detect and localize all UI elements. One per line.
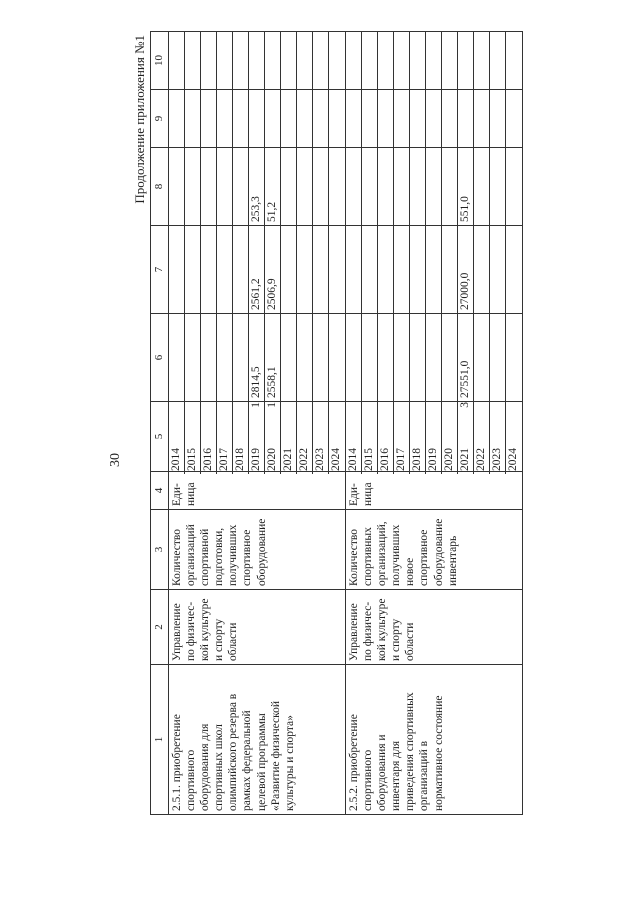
cell-line (442, 314, 458, 401)
cell-line (313, 32, 329, 89)
cell-line (394, 314, 410, 401)
cell-col4: Еди- ница (346, 472, 523, 510)
cell-line (426, 148, 442, 225)
cell-line (217, 399, 233, 474)
cell-line: 2506,9 (265, 226, 281, 313)
cell-line (185, 90, 201, 147)
header-cell: 6 (151, 314, 169, 402)
cell-line (394, 226, 410, 313)
header-cell: 8 (151, 148, 169, 226)
value-col5: 1 (266, 402, 279, 408)
cell-line (329, 32, 345, 89)
cell-line (217, 226, 233, 313)
cell-line (201, 399, 217, 474)
cell-line (233, 399, 249, 474)
header-row (151, 32, 169, 815)
cell-line: 27551,0 (458, 314, 474, 401)
cell-line (378, 226, 394, 313)
cell-line (346, 148, 362, 225)
cell-line (313, 226, 329, 313)
cell-line (426, 314, 442, 401)
cell-line (265, 399, 281, 474)
cell-line (474, 314, 490, 401)
cell-line (442, 148, 458, 225)
year-label: 2017 (218, 448, 231, 471)
cell-line (490, 226, 506, 313)
cell-c10 (346, 32, 523, 90)
header-cell: 3 (151, 510, 169, 590)
cell-line (442, 32, 458, 89)
cell-line (281, 148, 297, 225)
cell-line (313, 314, 329, 401)
year-label: 2023 (491, 448, 504, 471)
cell-c8 (346, 148, 523, 226)
cell-line (490, 148, 506, 225)
cell-line (410, 32, 426, 89)
cell-line (281, 32, 297, 89)
cell-line (185, 314, 201, 401)
cell-line: 2558,1 (265, 314, 281, 401)
cell-line (490, 399, 506, 474)
year-label: 2023 (314, 448, 327, 471)
cell-line (362, 148, 378, 225)
cell-col1: 2.5.2. приобретение спортивного оборудования и инвентаря для приведения спортивных организаций в нормативное состояние (346, 665, 523, 815)
cell-line (185, 399, 201, 474)
cell-line (506, 32, 522, 89)
header-cell: 4 (151, 472, 169, 510)
cell-line: 2814,5 (249, 314, 265, 401)
cell-line (346, 226, 362, 313)
page-number: 30 (108, 453, 123, 467)
cell-line (281, 226, 297, 313)
cell-line (297, 314, 313, 401)
cell-line (297, 32, 313, 89)
cell-line (410, 226, 426, 313)
cell-line (297, 399, 313, 474)
cell-line (169, 399, 185, 474)
year-label: 2019 (250, 448, 263, 471)
cell-line (233, 226, 249, 313)
cell-line (490, 32, 506, 89)
cell-line (249, 399, 265, 474)
cell-line (474, 399, 490, 474)
year-label: 2015 (363, 448, 376, 471)
cell-line (329, 148, 345, 225)
cell-line (362, 32, 378, 89)
table-row (169, 32, 346, 815)
cell-line (265, 90, 281, 147)
cell-col2: Управление по физичес- кой культуре и спорту области (169, 590, 346, 665)
cell-line (297, 90, 313, 147)
cell-line (378, 399, 394, 474)
year-label: 2024 (507, 448, 520, 471)
cell-line (169, 32, 185, 89)
cell-c9 (169, 90, 346, 148)
cell-line: 51,2 (265, 148, 281, 225)
cell-line (313, 90, 329, 147)
cell-line (458, 399, 474, 474)
cell-line (506, 90, 522, 147)
year-label: 2019 (427, 448, 440, 471)
cell-line (169, 314, 185, 401)
cell-c10 (169, 32, 346, 90)
cell-line (169, 90, 185, 147)
cell-line: 2561,2 (249, 226, 265, 313)
cell-line (394, 90, 410, 147)
cell-line (474, 32, 490, 89)
cell-line (233, 32, 249, 89)
year-label: 2020 (266, 448, 279, 471)
cell-line (249, 90, 265, 147)
cell-col2: Управление по физичес- кой культуре и спорту области (346, 590, 523, 665)
cell-line (201, 90, 217, 147)
header-cell: 5 (151, 402, 169, 472)
year-label: 2022 (298, 448, 311, 471)
year-label: 2014 (347, 448, 360, 471)
cell-line (474, 148, 490, 225)
cell-line (490, 314, 506, 401)
table-row (346, 32, 523, 815)
cell-line (362, 314, 378, 401)
cell-col4: Еди- ница (169, 472, 346, 510)
year-label: 2021 (459, 448, 472, 471)
cell-line (185, 226, 201, 313)
cell-line (233, 90, 249, 147)
cell-line (506, 148, 522, 225)
cell-line (442, 226, 458, 313)
cell-line (249, 32, 265, 89)
cell-line (442, 399, 458, 474)
cell-c6 (346, 314, 523, 402)
cell-line (458, 32, 474, 89)
cell-line (329, 314, 345, 401)
cell-c7 (169, 226, 346, 314)
cell-line (217, 90, 233, 147)
cell-line (346, 399, 362, 474)
cell-line (474, 90, 490, 147)
cell-line (313, 148, 329, 225)
cell-c7 (346, 226, 523, 314)
year-label: 2018 (234, 448, 247, 471)
cell-line (233, 314, 249, 401)
year-label: 2021 (282, 448, 295, 471)
cell-line (169, 148, 185, 225)
cell-line (201, 314, 217, 401)
cell-line (506, 399, 522, 474)
appendix-table (150, 31, 523, 815)
cell-line (378, 314, 394, 401)
header-cell: 10 (151, 32, 169, 90)
cell-line (169, 226, 185, 313)
header-cell: 7 (151, 226, 169, 314)
cell-line (394, 148, 410, 225)
cell-line (217, 148, 233, 225)
year-label: 2016 (202, 448, 215, 471)
cell-line (201, 148, 217, 225)
cell-line (281, 90, 297, 147)
cell-line (410, 314, 426, 401)
cell-line (426, 226, 442, 313)
cell-line (426, 90, 442, 147)
cell-c8 (169, 148, 346, 226)
cell-line (265, 32, 281, 89)
cell-line (474, 226, 490, 313)
year-label: 2016 (379, 448, 392, 471)
cell-line (490, 90, 506, 147)
cell-line (313, 399, 329, 474)
cell-line (346, 32, 362, 89)
cell-line (329, 399, 345, 474)
header-cell: 9 (151, 90, 169, 148)
cell-line (281, 314, 297, 401)
cell-line (297, 226, 313, 313)
cell-c6 (169, 314, 346, 402)
cell-line (217, 32, 233, 89)
cell-line (442, 90, 458, 147)
cell-line (506, 226, 522, 313)
cell-line: 551,0 (458, 148, 474, 225)
cell-line: 27000,0 (458, 226, 474, 313)
year-label: 2014 (170, 448, 183, 471)
cell-c9 (346, 90, 523, 148)
cell-line (201, 32, 217, 89)
cell-line (394, 399, 410, 474)
cell-line (362, 226, 378, 313)
cell-line (217, 314, 233, 401)
cell-line (378, 90, 394, 147)
cell-line (346, 314, 362, 401)
cell-line (362, 90, 378, 147)
cell-line (185, 148, 201, 225)
year-label: 2022 (475, 448, 488, 471)
cell-line (185, 32, 201, 89)
header-cell: 1 (151, 665, 169, 815)
value-col5: 1 (250, 402, 263, 408)
cell-line (281, 399, 297, 474)
header-cell: 2 (151, 590, 169, 665)
cell-col3: Количество спортивных организаций, получивших новое спортивное оборудование инвентарь (346, 510, 523, 590)
cell-line (410, 148, 426, 225)
cell-years (346, 402, 523, 472)
cell-line (233, 148, 249, 225)
cell-line (426, 399, 442, 474)
cell-line (410, 399, 426, 474)
cell-line (506, 314, 522, 401)
cell-line (378, 148, 394, 225)
year-label: 2017 (395, 448, 408, 471)
cell-line: 253,3 (249, 148, 265, 225)
year-label: 2024 (330, 448, 343, 471)
cell-line (410, 90, 426, 147)
cell-line (329, 90, 345, 147)
cell-col1: 2.5.1. приобретение спортивного оборудования для спортивных школ олимпийского резерва в рамках федеральной целевой программы «Развитие физической культуры и спорта» (169, 665, 346, 815)
cell-line (458, 90, 474, 147)
continuation-label: Продолжение приложения №1 (132, 35, 147, 204)
year-label: 2015 (186, 448, 199, 471)
cell-line (378, 32, 394, 89)
cell-line (426, 32, 442, 89)
cell-line (297, 148, 313, 225)
cell-line (346, 90, 362, 147)
value-col5: 3 (459, 402, 472, 408)
cell-line (201, 226, 217, 313)
cell-line (394, 32, 410, 89)
year-label: 2020 (443, 448, 456, 471)
cell-line (329, 226, 345, 313)
cell-col3: Количество организаций спортивной подготовки, получивших спортивное оборудование (169, 510, 346, 590)
cell-years (169, 402, 346, 472)
year-label: 2018 (411, 448, 424, 471)
cell-line (362, 399, 378, 474)
